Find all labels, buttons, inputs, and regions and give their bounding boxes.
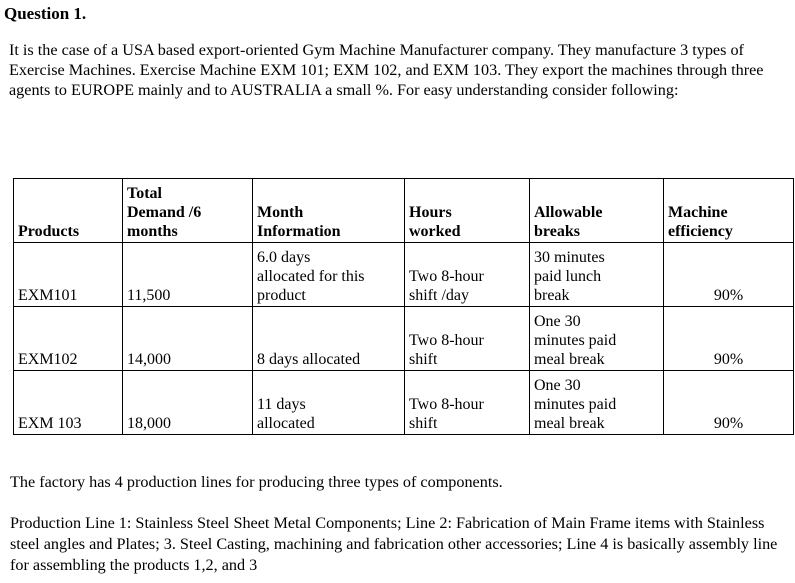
table-row [14, 307, 794, 371]
cell-efficiency: 90% [664, 243, 794, 307]
cell-efficiency: 90% [664, 371, 794, 435]
header-breaks: Allowable breaks [530, 179, 664, 243]
cell-month: 8 days allocated [253, 307, 405, 371]
table-row [14, 243, 794, 307]
cell-hours: Two 8-hour shift /day [405, 243, 530, 307]
cell-efficiency: 90% [664, 307, 794, 371]
header-efficiency: Machine efficiency [664, 179, 794, 243]
cell-hours: Two 8-hour shift [405, 307, 530, 371]
production-lines-detail: Production Line 1: Stainless Steel Sheet Metal Components; Line 2: Fabrication of Main Frame items with Stainless steel angles and Plates; 3. Steel Casting, machining and fabrication other accessories; Line 4 is basically assembly line for assembling the products 1,2, and 3 [10, 514, 778, 574]
production-table [13, 178, 794, 435]
header-products: Products [14, 179, 123, 243]
question-heading: Question 1. [4, 4, 87, 23]
cell-month: 11 days allocated [253, 371, 405, 435]
cell-demand: 18,000 [123, 371, 253, 435]
table-header-row [14, 179, 794, 243]
cell-demand: 11,500 [123, 243, 253, 307]
header-hours: Hours worked [405, 179, 530, 243]
table-row [14, 371, 794, 435]
intro-paragraph: It is the case of a USA based export-oriented Gym Machine Manufacturer company. They manufacture 3 types of Exercise Machines. Exercise Machine EXM 101; EXM 102, and EXM 103. They export the machines through three agents to EUROPE mainly and to AUSTRALIA a small %. For easy understanding consider following: [9, 41, 764, 99]
cell-product: EXM102 [14, 307, 123, 371]
cell-product: EXM101 [14, 243, 123, 307]
header-month: Month Information [253, 179, 405, 243]
header-demand: Total Demand /6 months [123, 179, 253, 243]
cell-breaks: One 30 minutes paid meal break [530, 371, 664, 435]
cell-product: EXM 103 [14, 371, 123, 435]
production-lines-intro: The factory has 4 production lines for producing three types of components. [10, 473, 503, 491]
cell-month: 6.0 days allocated for this product [253, 243, 405, 307]
cell-breaks: 30 minutes paid lunch break [530, 243, 664, 307]
cell-demand: 14,000 [123, 307, 253, 371]
cell-hours: Two 8-hour shift [405, 371, 530, 435]
cell-breaks: One 30 minutes paid meal break [530, 307, 664, 371]
